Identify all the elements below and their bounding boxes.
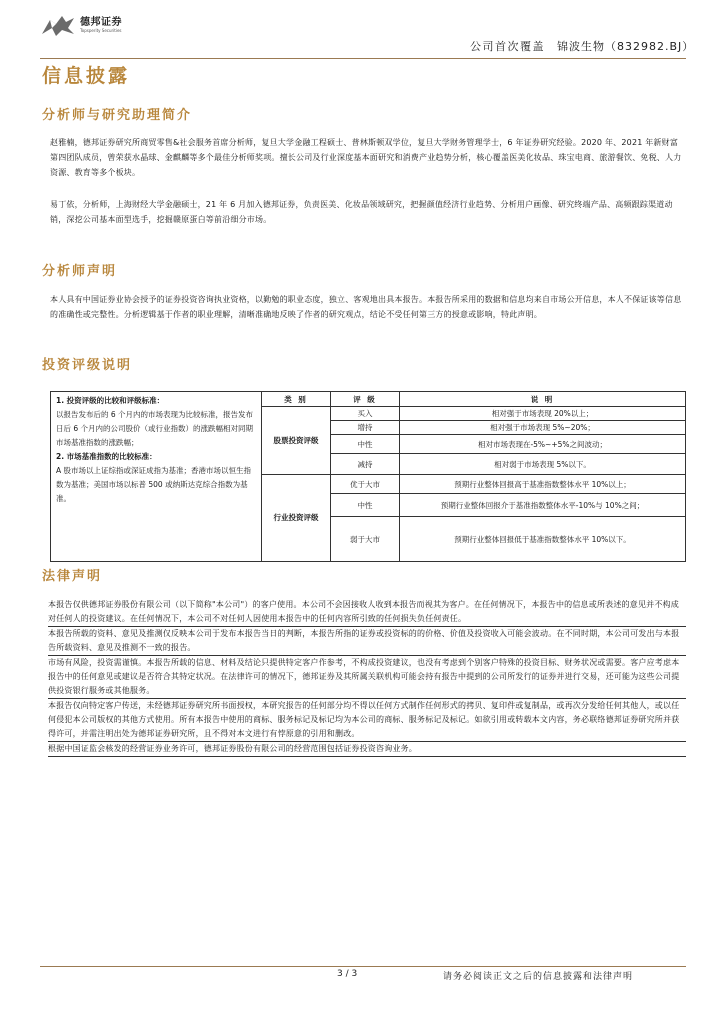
brand-name: 德邦证券: [80, 17, 122, 28]
criteria-text-2: A 股市场以上证综指或深证成指为基准；香港市场以恒生指数为基准；美国市场以标普 500 或纳斯达克综合指数为基准。: [56, 466, 252, 503]
footer-note: 请务必阅读正文之后的信息披露和法律声明: [443, 972, 634, 982]
analyst-statement-text: 本人具有中国证券业协会授予的证券投资咨询执业资格，以勤勉的职业态度，独立、客观地出具本报告。本报告所采用的数据和信息均来自市场公开信息，本人不保证该等信息的准确性或完整性。分析逻辑基于作者的职业理解，清晰准确地反映了作者的研究观点，结论不受任何第三方的授意或影响，特此声明。: [50, 295, 682, 319]
rating-level: 中性: [331, 494, 400, 517]
brand-logo-icon: [40, 14, 76, 38]
header-category: 类 别: [262, 392, 331, 407]
legal-line: 本报告仅供德邦证券股份有限公司（以下简称"本公司"）的客户使用。本公司不会因接收人收到本报告而视其为客户。在任何情况下，本报告中的信息或所表述的意见并不构成对任何人的投资建议。在任何情况下，本公司不对任何人因使用本报告中的任何内容所引致的任何损失负任何责任。: [48, 598, 686, 627]
rating-description: 预期行业整体回报介于基准指数整体水平-10%与 10%之间；: [400, 494, 686, 517]
rating-table: [50, 391, 686, 562]
legal-line: 根据中国证监会核发的经营证券业务许可，德邦证券股份有限公司的经营范围包括证券投资咨询业务。: [48, 742, 686, 757]
industry-rating-category: 行业投资评级: [262, 475, 331, 562]
rating-level: 减持: [331, 454, 400, 475]
rating-level: 增持: [331, 421, 400, 435]
rating-description: 预期行业整体回报高于基准指数整体水平 10%以上；: [400, 475, 686, 494]
rating-description: 相对强于市场表现 5%~20%；: [400, 421, 686, 435]
assistant-intro-paragraph: 易丁依，分析师，上海财经大学金融硕士，21 年 6 月加入德邦证券，负责医美、化妆品领域研究，把握颜值经济行业趋势、分析用户画像、研究终端产品、高频跟踪渠道动销，深挖公司基本面型选手，挖掘赣原蛋白等前沿细分市场。: [50, 200, 673, 224]
stock-rating-category: 股票投资评级: [262, 407, 331, 475]
rating-description: 相对市场表现在-5%~+5%之间波动；: [400, 435, 686, 454]
legal-line: 本报告仅向特定客户传送，未经德邦证券研究所书面授权，本研究报告的任何部分均不得以任何方式制作任何形式的拷贝、复印件或复制品，或再次分发给任何其他人，或以任何侵犯本公司版权的其他方式使用。所有本报告中使用的商标、服务标记及标记均为本公司的商标、服务标记及标记。如欲引用或转载本文内容，务必联络德邦证券研究所并获得许可，并需注明出处为德邦证券研究所，且不得对本文进行有悖原意的引用和删改。: [48, 699, 686, 742]
rating-description: 相对弱于市场表现 5%以下。: [400, 454, 686, 475]
header-level: 评 级: [331, 392, 400, 407]
rating-description: 预期行业整体回报低于基准指数整体水平 10%以下。: [400, 517, 686, 562]
analyst-intro-title: 分析师与研究助理简介: [42, 108, 193, 123]
page-number: 3 / 3: [337, 969, 358, 979]
rating-level: 弱于大市: [331, 517, 400, 562]
page-title: 信息披露: [42, 65, 131, 87]
rating-criteria-cell: [51, 392, 262, 562]
legal-line: 本报告所载的资料、意见及推测仅反映本公司于发布本报告当日的判断，本报告所指的证券或投资标的的价格、价值及投资收入可能会波动。在不同时期，本公司可发出与本报告所载资料、意见及推测不一致的报告。: [48, 627, 686, 656]
legal-line: 市场有风险，投资需谨慎。本报告所载的信息、材料及结论只提供特定客户作参考，不构成投资建议，也没有考虑到个别客户特殊的投资目标、财务状况或需要。客户应考虑本报告中的任何意见或建议是否符合其特定状况。在法律许可的情况下，德邦证券及其所属关联机构可能会持有报告中提到的公司所发行的证券并进行交易，还可能为这些公司提供投资银行服务或其他服务。: [48, 656, 686, 699]
analyst-statement-title: 分析师声明: [42, 264, 118, 279]
legal-statements: [48, 598, 686, 757]
header-description: 说 明: [400, 392, 686, 407]
header-divider: [40, 58, 686, 59]
analyst-intro-paragraph: 赵雅楠，德邦证券研究所商贸零售&社会服务首席分析师，复旦大学金融工程硕士、普林斯顿双学位，复旦大学财务管理学士，6 年证券研究经验。2020 年、2021 年新财富第四团队成员，曾荣获水晶球、金麒麟等多个最佳分析师奖项。擅长公司及行业深度基本面研究和消费产业趋势分析，核心覆盖医美化妆品、珠宝电商、旅游餐饮、免税、人力资源、教育等多个板块。: [50, 138, 682, 177]
legal-title: 法律声明: [42, 569, 103, 584]
report-company: 锦波生物（832982.BJ）: [557, 40, 695, 53]
report-type: 公司首次覆盖: [470, 40, 545, 53]
rating-level: 优于大市: [331, 475, 400, 494]
criteria-heading-2: 2. 市场基准指数的比较标准：: [56, 452, 157, 461]
criteria-heading-1: 1. 投资评级的比较和评级标准：: [56, 396, 165, 405]
rating-level: 中性: [331, 435, 400, 454]
criteria-text-1: 以报告发布后的 6 个月内的市场表现为比较标准，报告发布日后 6 个月内的公司股价（或行业指数）的涨跌幅相对同期市场基准指数的涨跌幅；: [56, 410, 254, 447]
rating-description: 相对强于市场表现 20%以上；: [400, 407, 686, 421]
footer-divider: [40, 966, 686, 967]
brand-subtitle: Topsperity Securities: [80, 28, 122, 33]
rating-title: 投资评级说明: [42, 358, 133, 373]
rating-level: 买入: [331, 407, 400, 421]
